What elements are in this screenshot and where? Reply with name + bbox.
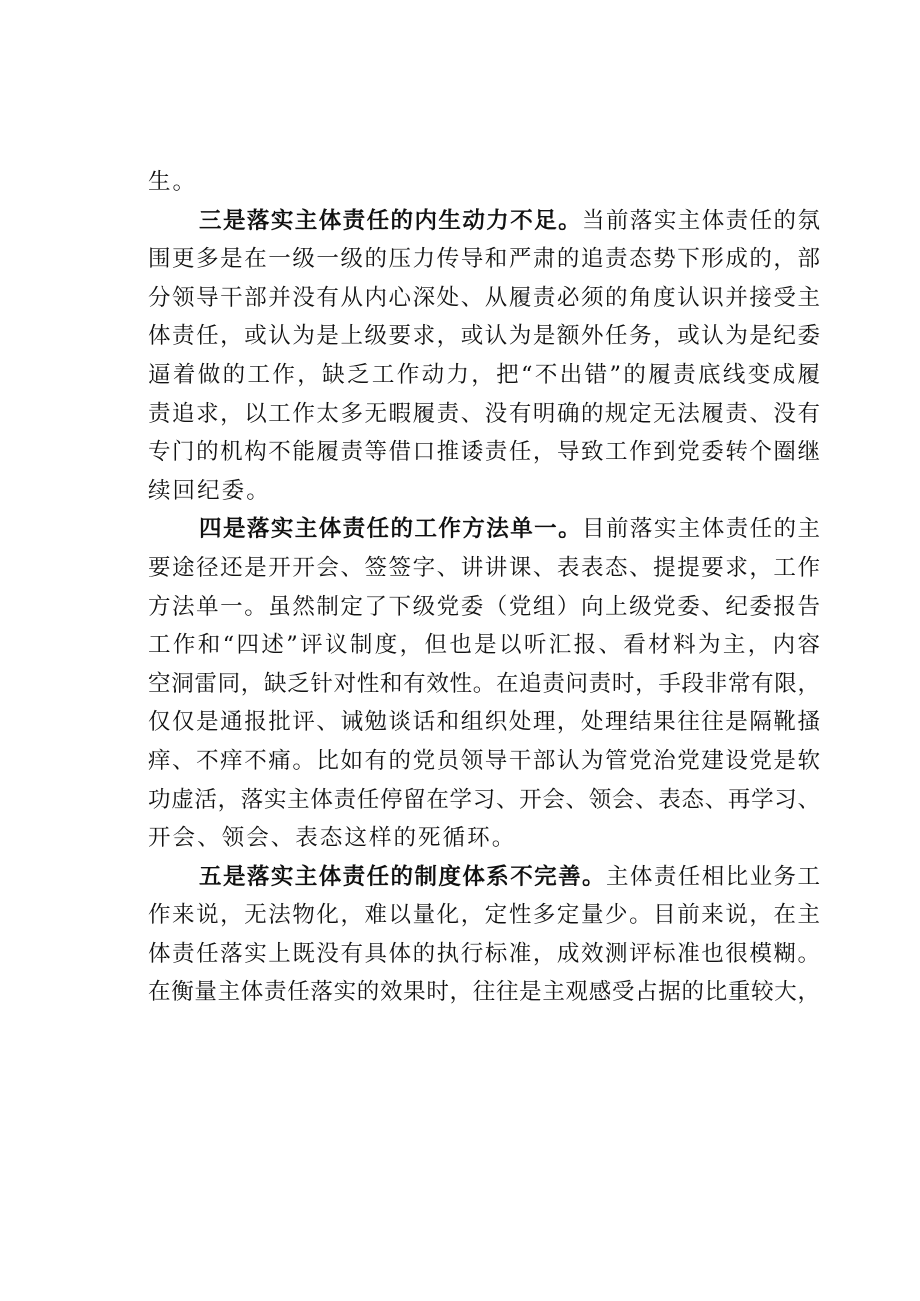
text-line: 体责任落实上既没有具体的执行标准，成效测评标准也很模糊。 bbox=[148, 940, 820, 967]
paragraph-5-first-line: 五是落实主体责任的制度体系不完善。主体责任相比业务工 bbox=[199, 863, 820, 890]
document-body bbox=[148, 163, 820, 1012]
text-line: 生。 bbox=[148, 169, 198, 195]
text-line: 专门的机构不能履责等借口推诿责任，导致工作到党委转个圈继 bbox=[148, 439, 820, 466]
text-line: 工作和“四述”评议制度，但也是以听汇报、看材料为主，内容 bbox=[148, 632, 820, 659]
text-line: 方法单一。虽然制定了下级党委（党组）向上级党委、纪委报告 bbox=[148, 593, 820, 620]
text-line: 续回纪委。 bbox=[148, 477, 271, 504]
text-line: 开会、领会、表态这样的死循环。 bbox=[148, 825, 517, 852]
paragraph-heading: 四是落实主体责任的工作方法单一。 bbox=[199, 516, 583, 543]
text-line: 围更多是在一级一级的压力传导和严肃的追责态势下形成的，部 bbox=[148, 246, 820, 273]
text-line: 仅仅是通报批评、诫勉谈话和组织处理，处理结果往往是隔靴搔 bbox=[148, 709, 820, 736]
text-line: 责追求，以工作太多无暇履责、没有明确的规定无法履责、没有 bbox=[148, 400, 820, 427]
text-line: 体责任，或认为是上级要求，或认为是额外任务，或认为是纪委 bbox=[148, 323, 820, 350]
text-line: 作来说，无法物化，难以量化，定性多定量少。目前来说，在主 bbox=[148, 902, 820, 929]
paragraph-heading: 五是落实主体责任的制度体系不完善。 bbox=[199, 863, 606, 890]
text-line: 要途径还是开开会、签签字、讲讲课、表表态、提提要求，工作 bbox=[148, 554, 820, 581]
paragraph-heading: 三是落实主体责任的内生动力不足。 bbox=[199, 207, 583, 234]
text-line: 痒、不痒不痛。比如有的党员领导干部认为管党治党建设党是软 bbox=[148, 747, 820, 774]
text-line: 在衡量主体责任落实的效果时，往往是主观感受占据的比重较大， bbox=[148, 979, 820, 1006]
text-line: 功虚活，落实主体责任停留在学习、开会、领会、表态、再学习、 bbox=[148, 786, 820, 813]
text-line: 空洞雷同，缺乏针对性和有效性。在追责问责时，手段非常有限， bbox=[148, 670, 820, 697]
paragraph-3-first-line: 三是落实主体责任的内生动力不足。当前落实主体责任的氛 bbox=[199, 207, 820, 234]
text-line: 分领导干部并没有从内心深处、从履责必须的角度认识并接受主 bbox=[148, 284, 820, 311]
paragraph-4-first-line: 四是落实主体责任的工作方法单一。目前落实主体责任的主 bbox=[199, 516, 820, 543]
text-line: 逼着做的工作，缺乏工作动力，把“不出错”的履责底线变成履 bbox=[148, 361, 820, 388]
